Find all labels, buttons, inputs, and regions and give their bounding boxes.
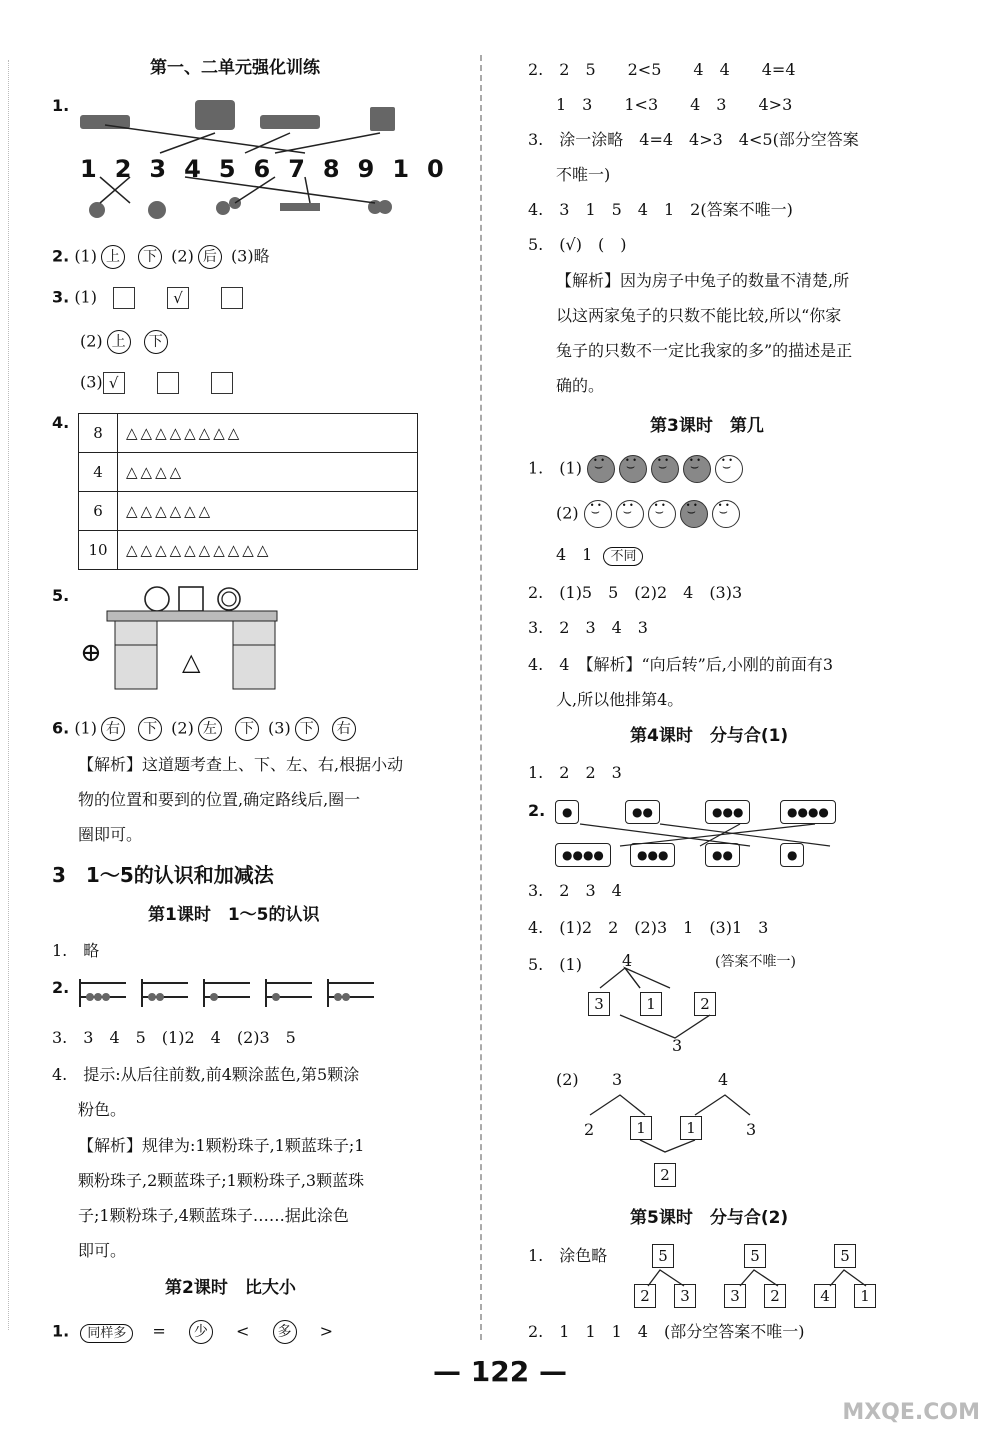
number-box: 4: [814, 1284, 836, 1308]
triangle-icon: △: [182, 648, 201, 676]
tree-number: 4: [622, 951, 633, 970]
table-row: [79, 531, 418, 570]
num-7: 7: [288, 155, 323, 183]
tree-number: 3: [672, 1036, 683, 1055]
q3-line3: [80, 372, 249, 394]
q6-a: (1): [74, 718, 97, 738]
analysis-text: 物的位置和要到的位置,确定路线后,圈一: [78, 790, 361, 809]
num-2: 2: [114, 155, 150, 183]
q6-label: 6.: [52, 718, 70, 738]
number-box: 1: [680, 1116, 702, 1140]
abacus-row: [78, 975, 378, 1015]
circled-answer: 下: [138, 245, 162, 269]
q3-line2: [80, 330, 172, 354]
q2-line: [52, 245, 270, 269]
answer-text: 4 1: [556, 545, 593, 564]
smiley-face-icon: [648, 500, 676, 528]
num-6: 6: [253, 155, 289, 183]
answer-label: 1. (1): [528, 458, 582, 478]
q2-p1: (1): [74, 246, 97, 266]
answer-line: 人,所以他排第4。: [556, 690, 684, 709]
cross-circle-icon: ⊕: [80, 638, 102, 668]
watermark: MXQE.COM: [842, 1400, 980, 1425]
analysis-text: 颗粉珠子,2颗蓝珠子;1颗粉珠子,3颗蓝珠: [78, 1171, 365, 1190]
analysis-text: 【解析】因为房子中兔子的数量不清楚,所: [556, 271, 850, 290]
checkbox-checked: √: [103, 372, 125, 394]
answer-line: 4. (1)2 2 (2)3 1 (3)1 3: [528, 918, 769, 937]
lesson-heading: 第4课时 分与合(1): [630, 726, 789, 746]
answer-label: 2.: [528, 801, 546, 820]
answer-line: 1. 2 2 3: [528, 763, 622, 782]
table-row: [79, 492, 418, 531]
triangle-table: [78, 413, 418, 570]
answer-label: (2): [556, 503, 579, 523]
row-triangles: △△△△: [118, 453, 418, 492]
answer-line: 2. 1 1 1 4 (部分空答案不唯一): [528, 1322, 805, 1341]
circled-answer: 右: [332, 717, 356, 741]
row-triangles: △△△△△△: [118, 492, 418, 531]
circled-answer: 上: [101, 245, 125, 269]
answer-line: 3. 涂一涂略 4=4 4>3 4<5(部分空答案: [528, 130, 859, 149]
shaded-face-icon: [651, 455, 679, 483]
answer-line: 3. 2 3 4: [528, 881, 622, 900]
num-1: 1: [80, 155, 115, 183]
l2q1-line: [52, 1320, 333, 1344]
tree-number: 2: [584, 1120, 595, 1139]
smiley-face-icon: [584, 500, 612, 528]
q3-r3: (3): [80, 372, 103, 392]
analysis-text: 【解析】规律为:1颗粉珠子,1颗蓝珠子;1: [78, 1136, 365, 1155]
answer-line: 5. (√) ( ): [528, 235, 627, 254]
number-box: 3: [588, 992, 610, 1016]
number-box: 1: [630, 1116, 652, 1140]
answer-line: 3. 3 4 5 (1)2 4 (2)3 5: [52, 1028, 296, 1047]
number-box: 1: [854, 1284, 876, 1308]
q2-label: 2.: [52, 246, 70, 266]
number-box: 2: [764, 1284, 786, 1308]
q3-r1: (1): [74, 287, 97, 307]
circled-answer: 左: [198, 717, 222, 741]
row-triangles: △△△△△△△△△△: [118, 531, 418, 570]
column-divider: [480, 55, 482, 1340]
lesson-heading: 第3课时 第几: [650, 416, 764, 436]
number-box: 2: [694, 992, 716, 1016]
answer-line: 5. (1): [528, 955, 582, 974]
checkbox-checked: √: [167, 287, 189, 309]
num-3: 3: [149, 155, 185, 183]
fruit-box: ●●: [625, 800, 660, 824]
lesson-heading: 第2课时 比大小: [165, 1278, 296, 1298]
table-row: [79, 453, 418, 492]
q3-label: 3.: [52, 287, 70, 307]
analysis-text: 子;1颗粉珠子,4颗蓝珠子……据此涂色: [78, 1206, 349, 1225]
circled-answer: 少: [189, 1320, 213, 1344]
number-box: 5: [652, 1244, 674, 1268]
shaded-face-icon: [587, 455, 615, 483]
lesson-heading: 第5课时 分与合(2): [630, 1208, 789, 1228]
answer-label: (2): [556, 1070, 579, 1089]
fruit-box: ●●●: [705, 800, 750, 824]
fruit-box: ●●●●: [780, 800, 836, 824]
answer-line: 4. 提示:从后往前数,前4颗涂蓝色,第5颗涂: [52, 1065, 360, 1084]
analysis-text: 即可。: [78, 1241, 127, 1260]
row-number: 4: [79, 453, 118, 492]
q2-p3: (3)略: [230, 246, 270, 266]
less-than-sign: <: [236, 1321, 250, 1341]
analysis-text: 确的。: [556, 376, 605, 395]
num-9: 9: [357, 155, 393, 183]
greater-than-sign: >: [319, 1321, 334, 1341]
row-triangles: △△△△△△△△: [118, 414, 418, 453]
answer-line: 4. 4 【解析】“向后转”后,小刚的前面有3: [528, 655, 834, 674]
number-box: 1: [640, 992, 662, 1016]
num-8: 8: [322, 155, 358, 183]
fruit-box: ●●●: [630, 843, 675, 867]
number-tree-2: [585, 1090, 765, 1170]
number-box: 5: [834, 1244, 856, 1268]
number-box: 3: [674, 1284, 696, 1308]
section-title: 第一、二单元强化训练: [150, 58, 320, 78]
analysis-text: 【解析】这道题考查上、下、左、右,根据小动: [78, 755, 404, 774]
answer-line: 2. 2 5 2<5 4 4 4=4: [528, 60, 796, 79]
answer-label: 2.: [52, 978, 70, 997]
desk-illustration: [105, 585, 285, 695]
fruit-box: ●●●●: [555, 843, 611, 867]
q3-line1: [52, 287, 259, 309]
number-box: 5: [744, 1244, 766, 1268]
num-4: 4: [184, 155, 219, 183]
l3q1-line3: [556, 547, 643, 566]
l3q1-line1: [528, 455, 747, 483]
shaded-face-icon: [683, 455, 711, 483]
num-5: 5: [218, 155, 254, 183]
circled-answer: 右: [101, 717, 125, 741]
answer-line: 粉色。: [78, 1100, 127, 1119]
circled-answer: 上: [107, 330, 131, 354]
circled-answer: 同样多: [80, 1324, 133, 1343]
q4-label: 4.: [52, 413, 70, 432]
checkbox: [221, 287, 243, 309]
q3-r2: (2): [80, 331, 103, 351]
fruit-box: ●: [780, 843, 804, 867]
tree-number: 3: [746, 1120, 757, 1139]
answer-line: 1. 涂色略: [528, 1246, 608, 1265]
circled-answer: 下: [295, 717, 319, 741]
smiley-face-icon: [616, 500, 644, 528]
left-column: [0, 0, 470, 1438]
section-heading: 3 1～5的认识和加减法: [52, 863, 274, 887]
circled-answer: 下: [138, 717, 162, 741]
answer-line: 1. 略: [52, 941, 100, 960]
note-text: (答案不唯一): [715, 954, 796, 970]
l3q1-line2: [556, 500, 744, 528]
circled-answer: 后: [198, 245, 222, 269]
answer-line: 2. (1)5 5 (2)2 4 (3)3: [528, 583, 743, 602]
answer-line: 1 3 1<3 4 3 4>3: [556, 95, 793, 114]
fruit-box: ●: [555, 800, 579, 824]
q5-label: 5.: [52, 586, 70, 605]
q6-b: (2): [171, 718, 194, 738]
lesson-heading: 第1课时 1～5的认识: [148, 905, 320, 925]
tree-number: 4: [718, 1070, 729, 1089]
table-row: [79, 414, 418, 453]
shaded-face-icon: [619, 455, 647, 483]
equals-sign: =: [152, 1321, 166, 1341]
q6-c: (3): [268, 718, 291, 738]
number-box: 2: [654, 1163, 676, 1187]
number-box: 2: [634, 1284, 656, 1308]
row-number: 8: [79, 414, 118, 453]
smiley-face-icon: [715, 455, 743, 483]
right-column: [490, 0, 1000, 1438]
smiley-face-icon: [712, 500, 740, 528]
num-10: 10: [392, 155, 462, 183]
number-box: 3: [724, 1284, 746, 1308]
q2-p2: (2): [171, 246, 194, 266]
q6-line: [52, 717, 360, 741]
shaded-face-icon: [680, 500, 708, 528]
checkbox: [113, 287, 135, 309]
number-row: [80, 155, 462, 183]
row-number: 10: [79, 531, 118, 570]
answer-line: 3. 2 3 4 3: [528, 618, 648, 637]
answer-line: 不唯一): [556, 165, 611, 184]
checkbox: [157, 372, 179, 394]
analysis-text: 圈即可。: [78, 825, 143, 844]
tree-number: 3: [612, 1070, 623, 1089]
fruit-box: ●●: [705, 843, 740, 867]
q1-label: 1.: [52, 96, 70, 115]
page-number: — 122 —: [433, 1355, 567, 1388]
checkbox: [211, 372, 233, 394]
circled-answer: 下: [235, 717, 259, 741]
answer-line: 4. 3 1 5 4 1 2(答案不唯一): [528, 200, 793, 219]
answer-label: 1.: [52, 1321, 70, 1341]
circled-answer: 不同: [603, 547, 643, 566]
analysis-text: 兔子的只数不一定比我家的多”的描述是正: [556, 341, 853, 360]
circled-answer: 下: [144, 330, 168, 354]
row-number: 6: [79, 492, 118, 531]
analysis-text: 以这两家兔子的只数不能比较,所以“你家: [556, 306, 842, 325]
circled-answer: 多: [273, 1320, 297, 1344]
